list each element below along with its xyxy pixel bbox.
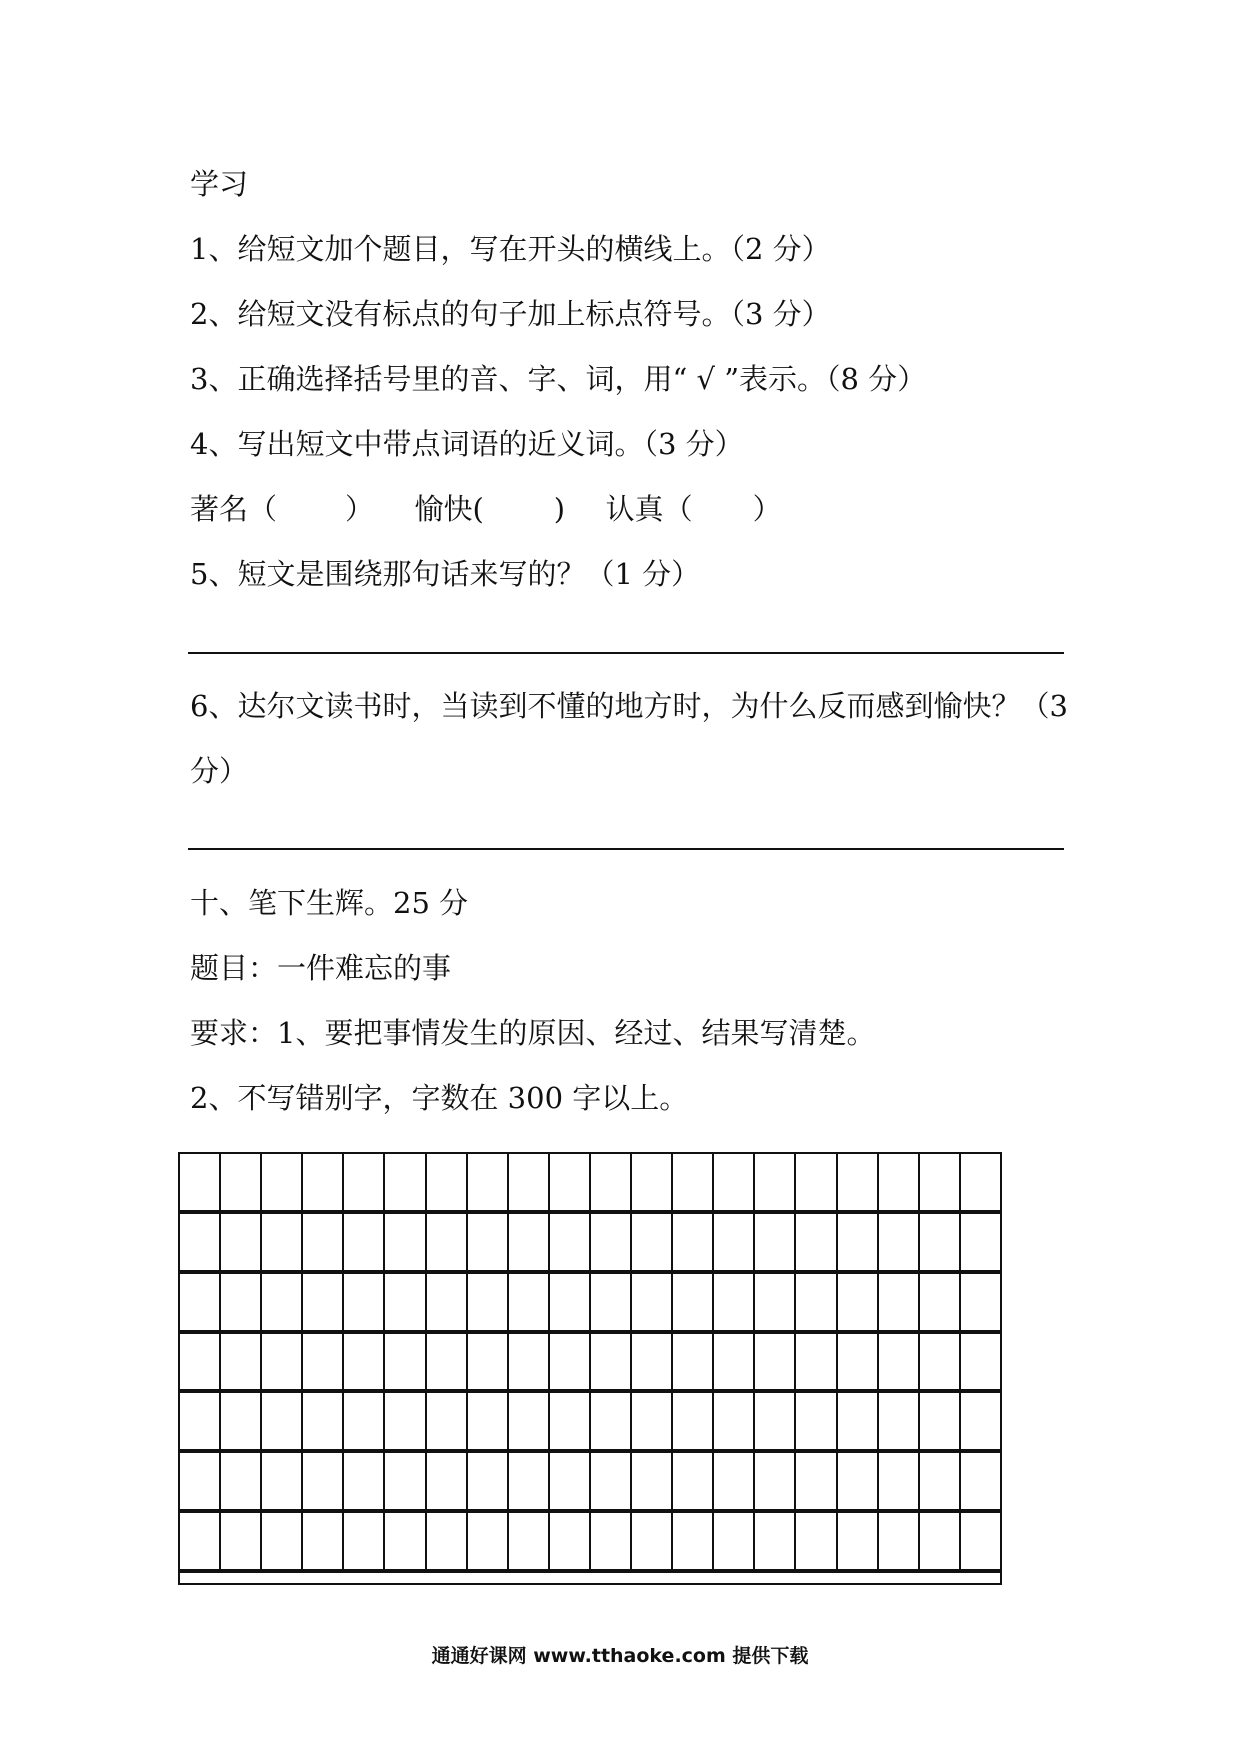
grid-cell[interactable] bbox=[260, 1334, 301, 1390]
grid-cell[interactable] bbox=[342, 1214, 383, 1270]
grid-cell[interactable] bbox=[918, 1214, 959, 1270]
grid-cell[interactable] bbox=[918, 1453, 959, 1509]
grid-cell[interactable] bbox=[918, 1393, 959, 1449]
grid-cell[interactable] bbox=[548, 1214, 589, 1270]
grid-cell[interactable] bbox=[342, 1393, 383, 1449]
grid-cell[interactable] bbox=[794, 1393, 835, 1449]
grid-cell[interactable] bbox=[180, 1453, 219, 1509]
grid-cell[interactable] bbox=[836, 1334, 877, 1390]
grid-cell[interactable] bbox=[466, 1513, 507, 1569]
grid-cell[interactable] bbox=[383, 1513, 424, 1569]
grid-row bbox=[180, 1393, 1000, 1449]
grid-cell[interactable] bbox=[794, 1334, 835, 1390]
grid-cell[interactable] bbox=[918, 1274, 959, 1330]
grid-cell[interactable] bbox=[712, 1453, 753, 1509]
grid-cell[interactable] bbox=[383, 1334, 424, 1390]
grid-cell[interactable] bbox=[507, 1513, 548, 1569]
synonym-answers bbox=[190, 492, 782, 526]
grid-cell[interactable] bbox=[753, 1453, 794, 1509]
grid-cell[interactable] bbox=[589, 1453, 630, 1509]
grid-cell[interactable] bbox=[548, 1393, 589, 1449]
synonym-close-1: ） bbox=[345, 492, 375, 526]
grid-cell[interactable] bbox=[342, 1154, 383, 1210]
grid-cell[interactable] bbox=[342, 1513, 383, 1569]
grid-cell[interactable] bbox=[836, 1513, 877, 1569]
grid-cell[interactable] bbox=[671, 1334, 712, 1390]
grid-row bbox=[180, 1214, 1000, 1270]
grid-cell[interactable] bbox=[301, 1214, 342, 1270]
composition-topic: 题目：一件难忘的事 bbox=[190, 951, 452, 985]
grid-row bbox=[180, 1274, 1000, 1330]
grid-cell[interactable] bbox=[877, 1513, 918, 1569]
grid-cell[interactable] bbox=[712, 1154, 753, 1210]
grid-cell[interactable] bbox=[219, 1154, 260, 1210]
question-5: 5、短文是围绕那句话来写的？（1 分） bbox=[190, 557, 701, 591]
grid-cell[interactable] bbox=[671, 1513, 712, 1569]
grid-cell[interactable] bbox=[877, 1274, 918, 1330]
grid-cell[interactable] bbox=[959, 1513, 1000, 1569]
grid-cell[interactable] bbox=[959, 1453, 1000, 1509]
grid-cell[interactable] bbox=[959, 1334, 1000, 1390]
grid-cell[interactable] bbox=[180, 1214, 219, 1270]
grid-cell[interactable] bbox=[548, 1274, 589, 1330]
requirement-2: 2、不写错别字，字数在 300 字以上。 bbox=[190, 1081, 689, 1115]
grid-cell[interactable] bbox=[959, 1274, 1000, 1330]
grid-cell[interactable] bbox=[383, 1274, 424, 1330]
grid-cell[interactable] bbox=[507, 1393, 548, 1449]
grid-cell[interactable] bbox=[794, 1214, 835, 1270]
grid-cell[interactable] bbox=[301, 1334, 342, 1390]
grid-row bbox=[180, 1513, 1000, 1569]
grid-cell[interactable] bbox=[589, 1393, 630, 1449]
question-6-line-2: 分） bbox=[190, 754, 249, 788]
grid-cell[interactable] bbox=[753, 1334, 794, 1390]
grid-cell[interactable] bbox=[260, 1154, 301, 1210]
grid-cell[interactable] bbox=[425, 1513, 466, 1569]
grid-cell[interactable] bbox=[671, 1393, 712, 1449]
grid-cell[interactable] bbox=[219, 1274, 260, 1330]
grid-row bbox=[180, 1453, 1000, 1509]
grid-cell[interactable] bbox=[753, 1154, 794, 1210]
grid-cell[interactable] bbox=[918, 1334, 959, 1390]
requirement-1: 要求：1、要把事情发生的原因、经过、结果写清楚。 bbox=[190, 1016, 876, 1050]
question-3: 3、正确选择括号里的音、字、词，用“ √ ”表示。（8 分） bbox=[190, 362, 927, 396]
grid-cell[interactable] bbox=[712, 1334, 753, 1390]
grid-cell[interactable] bbox=[877, 1154, 918, 1210]
question-1: 1、给短文加个题目，写在开头的横线上。（2 分） bbox=[190, 232, 831, 266]
grid-cell[interactable] bbox=[466, 1154, 507, 1210]
grid-cell[interactable] bbox=[507, 1334, 548, 1390]
grid-cell[interactable] bbox=[794, 1453, 835, 1509]
writing-grid[interactable] bbox=[178, 1152, 1002, 1585]
grid-cell[interactable] bbox=[425, 1453, 466, 1509]
grid-cell[interactable] bbox=[794, 1274, 835, 1330]
grid-cell[interactable] bbox=[794, 1154, 835, 1210]
grid-cell[interactable] bbox=[753, 1393, 794, 1449]
grid-cell[interactable] bbox=[425, 1393, 466, 1449]
grid-cell[interactable] bbox=[630, 1214, 671, 1270]
grid-cell[interactable] bbox=[671, 1214, 712, 1270]
grid-cell[interactable] bbox=[918, 1154, 959, 1210]
grid-cell[interactable] bbox=[383, 1154, 424, 1210]
grid-cell[interactable] bbox=[712, 1274, 753, 1330]
grid-cell[interactable] bbox=[753, 1513, 794, 1569]
grid-cell[interactable] bbox=[630, 1513, 671, 1569]
grid-cell[interactable] bbox=[301, 1393, 342, 1449]
grid-cell[interactable] bbox=[301, 1154, 342, 1210]
grid-cell[interactable] bbox=[671, 1154, 712, 1210]
grid-cell[interactable] bbox=[342, 1334, 383, 1390]
grid-cell[interactable] bbox=[712, 1513, 753, 1569]
grid-cell[interactable] bbox=[507, 1154, 548, 1210]
grid-cell[interactable] bbox=[630, 1334, 671, 1390]
grid-cell[interactable] bbox=[589, 1214, 630, 1270]
grid-cell[interactable] bbox=[630, 1274, 671, 1330]
footer-credit: 通通好课网 www.tthaoke.com 提供下载 bbox=[431, 1645, 809, 1667]
grid-cell[interactable] bbox=[630, 1154, 671, 1210]
grid-cell[interactable] bbox=[836, 1453, 877, 1509]
grid-cell[interactable] bbox=[260, 1274, 301, 1330]
grid-cell[interactable] bbox=[507, 1214, 548, 1270]
grid-cell[interactable] bbox=[836, 1393, 877, 1449]
synonym-word-2: 愉快( bbox=[414, 492, 484, 526]
section-title: 学习 bbox=[190, 167, 249, 201]
grid-cell[interactable] bbox=[260, 1513, 301, 1569]
grid-cell[interactable] bbox=[753, 1274, 794, 1330]
grid-cell[interactable] bbox=[671, 1453, 712, 1509]
grid-cell[interactable] bbox=[712, 1214, 753, 1270]
grid-cell[interactable] bbox=[425, 1334, 466, 1390]
grid-cell[interactable] bbox=[959, 1214, 1000, 1270]
question-4: 4、写出短文中带点词语的近义词。（3 分） bbox=[190, 427, 744, 461]
grid-cell[interactable] bbox=[466, 1274, 507, 1330]
grid-cell[interactable] bbox=[959, 1154, 1000, 1210]
grid-cell[interactable] bbox=[877, 1393, 918, 1449]
grid-cell[interactable] bbox=[219, 1453, 260, 1509]
synonym-close-2: ) bbox=[553, 492, 566, 526]
grid-cell[interactable] bbox=[180, 1513, 219, 1569]
grid-cell[interactable] bbox=[466, 1334, 507, 1390]
grid-cell[interactable] bbox=[383, 1453, 424, 1509]
grid-cell[interactable] bbox=[877, 1453, 918, 1509]
answer-line-q5[interactable] bbox=[188, 652, 1064, 654]
grid-cell[interactable] bbox=[877, 1214, 918, 1270]
grid-cell[interactable] bbox=[548, 1513, 589, 1569]
grid-cell[interactable] bbox=[507, 1453, 548, 1509]
grid-row bbox=[180, 1334, 1000, 1390]
grid-cell[interactable] bbox=[589, 1274, 630, 1330]
grid-cell[interactable] bbox=[260, 1453, 301, 1509]
grid-cell[interactable] bbox=[301, 1453, 342, 1509]
grid-cell[interactable] bbox=[589, 1513, 630, 1569]
question-6-line-1: 6、达尔文读书时，当读到不懂的地方时，为什么反而感到愉快？（3 bbox=[190, 689, 1068, 723]
grid-cell[interactable] bbox=[466, 1214, 507, 1270]
grid-cell[interactable] bbox=[507, 1274, 548, 1330]
grid-cell[interactable] bbox=[342, 1453, 383, 1509]
synonym-close-3: ） bbox=[752, 492, 782, 526]
grid-cell[interactable] bbox=[753, 1214, 794, 1270]
grid-cell[interactable] bbox=[836, 1214, 877, 1270]
grid-cell[interactable] bbox=[219, 1513, 260, 1569]
grid-cell[interactable] bbox=[548, 1334, 589, 1390]
grid-cell[interactable] bbox=[342, 1274, 383, 1330]
grid-cell[interactable] bbox=[301, 1274, 342, 1330]
grid-cell[interactable] bbox=[425, 1214, 466, 1270]
grid-cell[interactable] bbox=[466, 1453, 507, 1509]
grid-cell[interactable] bbox=[219, 1393, 260, 1449]
grid-cell[interactable] bbox=[712, 1393, 753, 1449]
grid-cell[interactable] bbox=[180, 1154, 219, 1210]
answer-line-q6[interactable] bbox=[188, 848, 1064, 850]
grid-row-separator bbox=[180, 1569, 1000, 1573]
synonym-word-3: 认真（ bbox=[605, 492, 693, 526]
grid-cell[interactable] bbox=[260, 1393, 301, 1449]
synonym-word-1: 著名（ bbox=[190, 492, 278, 526]
grid-cell[interactable] bbox=[630, 1453, 671, 1509]
composition-heading: 十、笔下生辉。25 分 bbox=[190, 886, 469, 920]
grid-cell[interactable] bbox=[425, 1154, 466, 1210]
grid-cell[interactable] bbox=[180, 1334, 219, 1390]
grid-cell[interactable] bbox=[383, 1393, 424, 1449]
grid-cell[interactable] bbox=[301, 1513, 342, 1569]
grid-cell[interactable] bbox=[589, 1334, 630, 1390]
grid-cell[interactable] bbox=[466, 1393, 507, 1449]
grid-cell[interactable] bbox=[836, 1154, 877, 1210]
grid-cell[interactable] bbox=[180, 1393, 219, 1449]
grid-cell[interactable] bbox=[877, 1334, 918, 1390]
grid-cell[interactable] bbox=[383, 1214, 424, 1270]
grid-cell[interactable] bbox=[180, 1274, 219, 1330]
grid-cell[interactable] bbox=[260, 1214, 301, 1270]
grid-cell[interactable] bbox=[219, 1334, 260, 1390]
grid-cell[interactable] bbox=[959, 1393, 1000, 1449]
grid-cell[interactable] bbox=[918, 1513, 959, 1569]
grid-row bbox=[180, 1154, 1000, 1210]
grid-cell[interactable] bbox=[671, 1274, 712, 1330]
grid-cell[interactable] bbox=[794, 1513, 835, 1569]
grid-cell[interactable] bbox=[548, 1453, 589, 1509]
grid-cell[interactable] bbox=[589, 1154, 630, 1210]
grid-cell[interactable] bbox=[219, 1214, 260, 1270]
grid-cell[interactable] bbox=[548, 1154, 589, 1210]
grid-cell[interactable] bbox=[836, 1274, 877, 1330]
question-2: 2、给短文没有标点的句子加上标点符号。（3 分） bbox=[190, 297, 831, 331]
grid-cell[interactable] bbox=[630, 1393, 671, 1449]
grid-cell[interactable] bbox=[425, 1274, 466, 1330]
